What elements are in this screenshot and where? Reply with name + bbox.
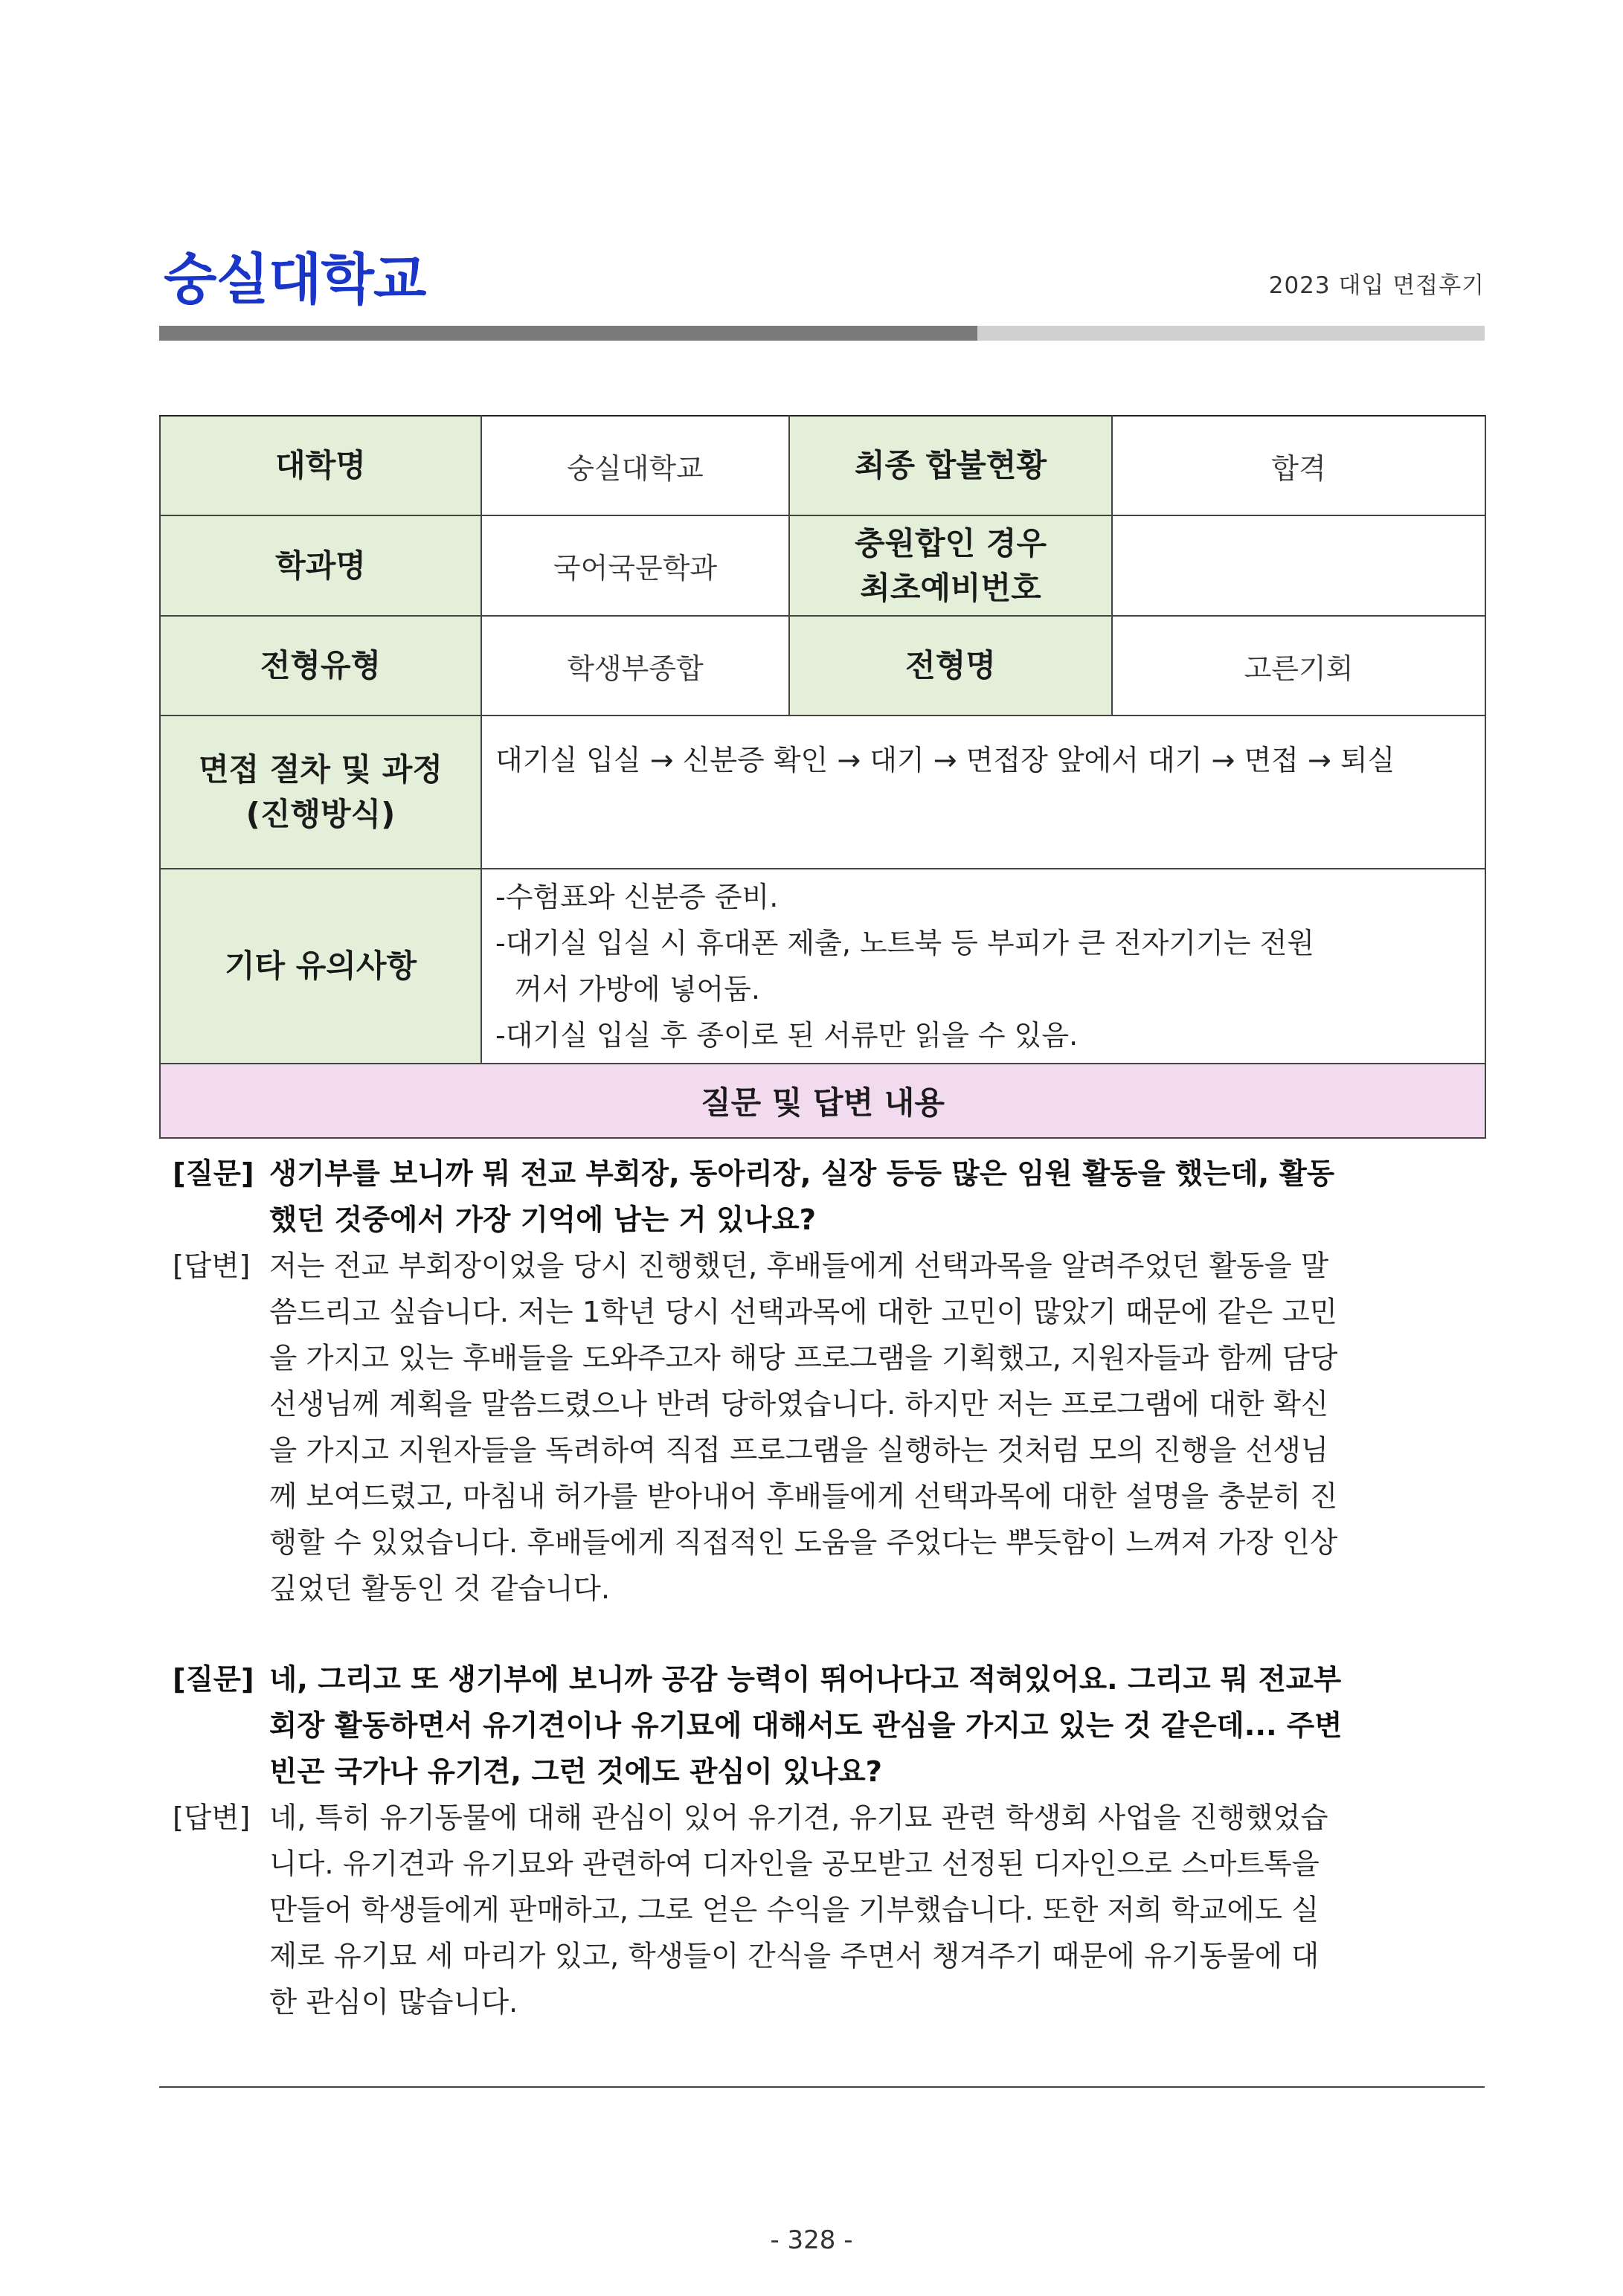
row-department (160, 515, 1485, 616)
question-line: 빈곤 국가나 유기견, 그런 것에도 관심이 있나요? (269, 1755, 883, 1789)
note-line: -대기실 입실 후 종이로 된 서류만 읽을 수 있음. (495, 1019, 1079, 1052)
info-table (159, 415, 1486, 1139)
question-tag: [질문] (173, 1663, 254, 1697)
question-line: 생기부를 보니까 뭐 전교 부회장, 동아리장, 실장 등등 많은 임원 활동을 했는데, 활동 (269, 1157, 1335, 1191)
type-value: 학생부종합 (481, 616, 789, 716)
answer-tag: [답변] (173, 1801, 251, 1835)
answer-line: 만들어 학생들에게 판매하고, 그로 얻은 수익을 기부했습니다. 또한 저희 학교에도 실 (269, 1894, 1320, 1927)
process-value: 대기실 입실 → 신분증 확인 → 대기 → 면접장 앞에서 대기 → 면접 → 퇴실 (481, 716, 1485, 869)
row-admission-type (160, 616, 1485, 716)
notes-value (481, 869, 1485, 1064)
row-notes (160, 869, 1485, 1064)
qa-section (159, 1151, 1485, 2026)
answer-1 (159, 1244, 1485, 1612)
bottom-rule (159, 2086, 1485, 2088)
answer-tag: [답변] (173, 1250, 251, 1283)
answer-line: 을 가지고 지원자들을 독려하여 직접 프로그램을 실행하는 것처럼 모의 진행을 선생님 (269, 1434, 1329, 1467)
result-value: 합격 (1112, 416, 1485, 515)
waitlist-label-line2: 최초예비번호 (860, 569, 1041, 606)
row-university (160, 416, 1485, 515)
page-number: - 328 - (770, 2225, 853, 2255)
question-line: 회장 활동하면서 유기견이나 유기묘에 대해서도 관심을 가지고 있는 것 같은데... 주변 (269, 1709, 1343, 1743)
waitlist-label-line1: 충원합인 경우 (854, 524, 1047, 562)
track-label: 전형명 (789, 616, 1112, 716)
question-line: 네, 그리고 또 생기부에 보니까 공감 능력이 뛰어나다고 적혀있어요. 그리고 뭐 전교부 (269, 1663, 1342, 1697)
notes-label: 기타 유의사항 (160, 869, 481, 1064)
row-qa-header (160, 1064, 1485, 1138)
row-process (160, 716, 1485, 869)
type-label: 전형유형 (160, 616, 481, 716)
track-value: 고른기회 (1112, 616, 1485, 716)
question-tag: [질문] (173, 1157, 254, 1191)
result-label: 최종 합불현황 (789, 416, 1112, 515)
process-label-line2: (진행방식) (245, 796, 396, 832)
qa-header: 질문 및 답변 내용 (160, 1064, 1485, 1138)
dept-value: 국어국문학과 (481, 515, 789, 616)
header-rule-accent (159, 326, 977, 341)
answer-line: 께 보여드렸고, 마침내 허가를 받아내어 후배들에게 선택과목에 대한 설명을 충분히 진 (269, 1480, 1338, 1514)
answer-line: 씀드리고 싶습니다. 저는 1학년 당시 선택과목에 대한 고민이 많았기 때문에 같은 고민 (269, 1296, 1337, 1329)
process-label (160, 716, 481, 869)
answer-line: 을 가지고 있는 후배들을 도와주고자 해당 프로그램을 기획했고, 지원자들과 함께 담당 (269, 1342, 1338, 1375)
dept-label: 학과명 (160, 515, 481, 616)
answer-line: 깊었던 활동인 것 같습니다. (269, 1572, 611, 1606)
question-2 (159, 1657, 1485, 1795)
header-rule (159, 326, 1485, 341)
answer-line: 제로 유기묘 세 마리가 있고, 학생들이 간식을 주면서 챙겨주기 때문에 유기동물에 대 (269, 1940, 1320, 1973)
note-line: 꺼서 가방에 넣어둠. (515, 973, 760, 1006)
answer-line: 한 관심이 많습니다. (269, 1986, 518, 2019)
note-line: -수험표와 신분증 준비. (495, 881, 779, 913)
answer-2 (159, 1795, 1485, 2026)
univ-label: 대학명 (160, 416, 481, 515)
univ-value: 숭실대학교 (481, 416, 789, 515)
answer-line: 니다. 유기견과 유기묘와 관련하여 디자인을 공모받고 선정된 디자인으로 스마트톡을 (269, 1848, 1320, 1881)
answer-line: 행할 수 있었습니다. 후배들에게 직접적인 도움을 주었다는 뿌듯함이 느껴져 가장 인상 (269, 1526, 1338, 1560)
question-1 (159, 1151, 1485, 1244)
page-header (159, 242, 1485, 317)
answer-line: 선생님께 계획을 말씀드렸으나 반려 당하였습니다. 하지만 저는 프로그램에 대한 확신 (269, 1388, 1329, 1421)
university-title: 숭실대학교 (164, 248, 426, 312)
process-label-line1: 면접 절차 및 과정 (199, 751, 443, 788)
header-subtitle: 2023 대입 면접후기 (1268, 272, 1485, 299)
waitlist-value (1112, 515, 1485, 616)
spacer (159, 1612, 1485, 1657)
waitlist-label (789, 515, 1112, 616)
question-line: 했던 것중에서 가장 기억에 남는 거 있나요? (269, 1203, 817, 1237)
note-line: -대기실 입실 시 휴대폰 제출, 노트북 등 부피가 큰 전자기기는 전원 (495, 927, 1314, 959)
answer-line: 저는 전교 부회장이었을 당시 진행했던, 후배들에게 선택과목을 알려주었던 활동을 말 (269, 1250, 1329, 1283)
answer-line: 네, 특히 유기동물에 대해 관심이 있어 유기견, 유기묘 관련 학생회 사업을 진행했었습 (269, 1801, 1328, 1835)
